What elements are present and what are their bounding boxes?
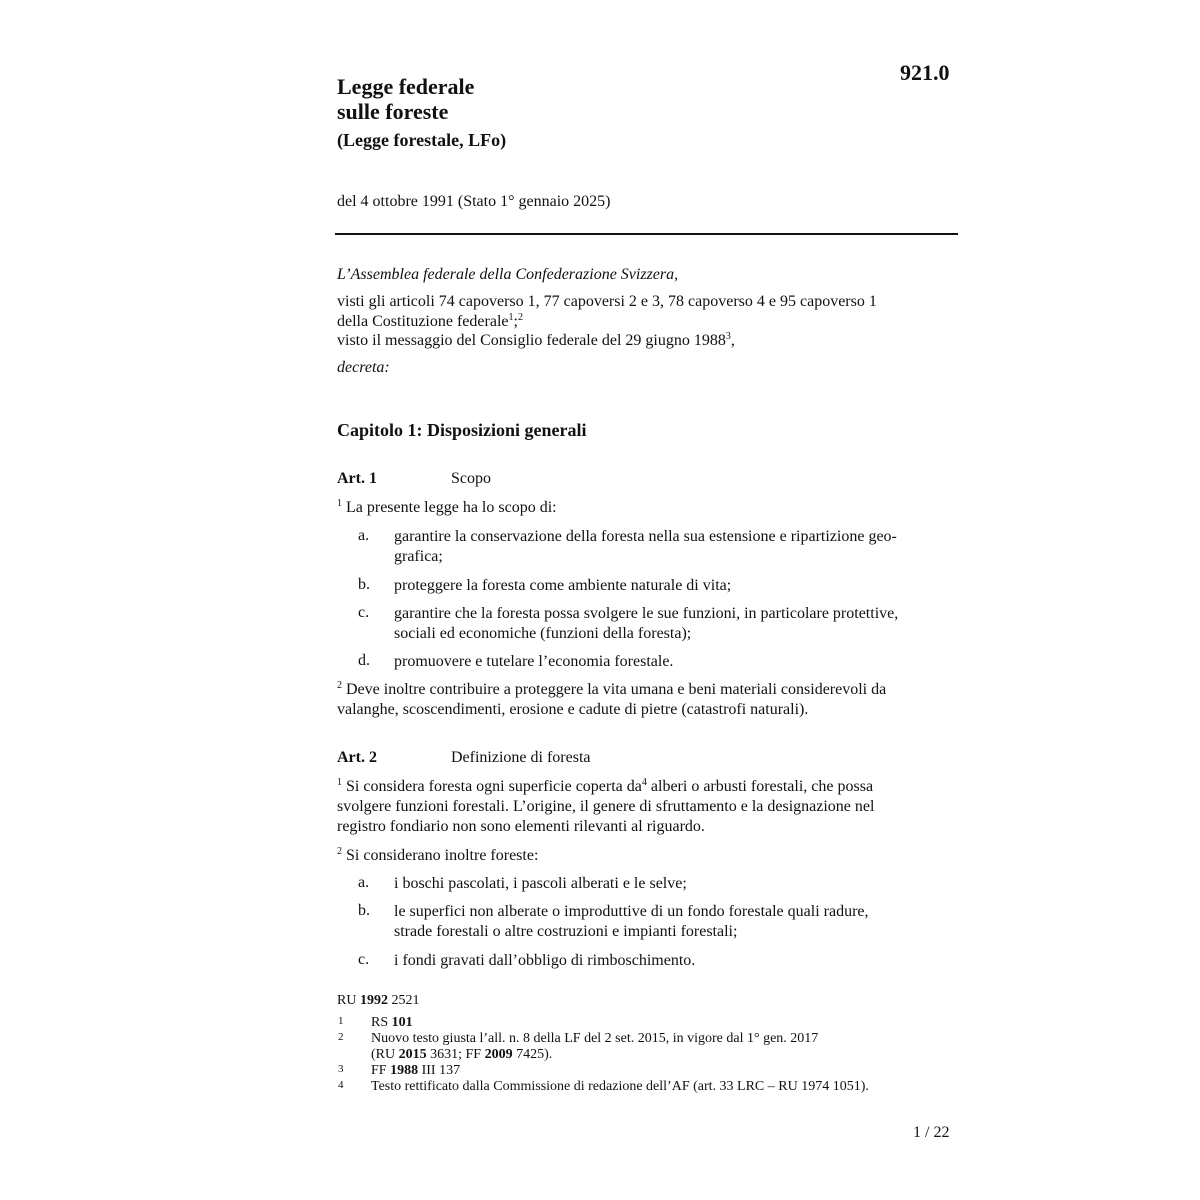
footnote-1: RS 101 — [371, 1015, 413, 1030]
footnote-number: 2 — [338, 1031, 344, 1043]
header-divider — [335, 233, 958, 235]
footnote-ref-4[interactable]: 4 — [641, 777, 647, 788]
footnote-2: Nuovo testo giusta l’all. n. 8 della LF del 2 set. 2015, in vigore dal 1° gen. 2017 (RU 2015 3631; FF 2009 7425). — [371, 1031, 819, 1062]
list-item-letter: c. — [358, 604, 370, 621]
footnote-4: Testo rettificato dalla Commissione di redazione dell’AF (art. 33 LRC – RU 1974 1051). — [371, 1079, 869, 1094]
footnote-ref-2[interactable]: 2 — [517, 312, 523, 323]
article-1-title: Scopo — [451, 470, 491, 487]
list-item-letter: c. — [358, 951, 370, 968]
footnote-number: 3 — [338, 1063, 344, 1075]
ru-reference: RU 1992 2521 — [337, 993, 420, 1008]
footnote-number: 4 — [338, 1079, 344, 1091]
article-2-number: Art. 2 — [337, 749, 377, 766]
list-item: promuovere e tutelare l’economia forestale. — [394, 653, 674, 670]
footnote-ref-1[interactable]: 1 — [508, 312, 514, 323]
article-2-paragraph-2: $^2$ Si considerano inoltre foreste: — [337, 846, 539, 864]
preamble-visto: visto il messaggio del Consiglio federale del 29 giugno 1988$^3$, — [337, 331, 735, 349]
list-item: le superfici non alberate o improduttive di un fondo forestale quali radure, strade forestali o altre costruzioni e impianti forestali; — [394, 903, 869, 940]
article-1-paragraph-1: $^1$ La presente legge ha lo scopo di: — [337, 498, 557, 516]
law-date: del 4 ottobre 1991 (Stato 1° gennaio 2025) — [337, 193, 611, 210]
law-title — [337, 74, 474, 124]
article-2-paragraph-1: $^1$ Si considera foresta ogni superficie coperta $da^4$ alberi o arbusti forestali, che possa svolgere funzioni forestali. L’origine, il genere di sfruttamento e la designazione nel registro fondiario non sono elementi rilevanti al riguardo. — [337, 777, 875, 835]
law-short-title: (Legge forestale, LFo) — [337, 130, 507, 150]
article-2-title: Definizione di foresta — [451, 749, 591, 766]
article-1-number: Art. 1 — [337, 470, 377, 487]
chapter-heading: Capitolo 1: Disposizioni generali — [337, 420, 587, 440]
list-item: garantire che la foresta possa svolgere le sue funzioni, in particolare protettive, sociali ed economiche (funzioni della foresta); — [394, 605, 899, 642]
list-item: proteggere la foresta come ambiente naturale di vita; — [394, 577, 732, 594]
preamble-visti-line1: visti gli articoli 74 capoverso 1, 77 capoversi 2 e 3, 78 capoverso 4 e 95 capoverso 1 — [337, 293, 877, 310]
page-number: 1 / 22 — [913, 1124, 950, 1141]
list-item-letter: b. — [358, 576, 370, 593]
footnote-ref-3[interactable]: 3 — [725, 331, 731, 342]
list-item-letter: a. — [358, 874, 370, 891]
list-item: garantire la conservazione della foresta nella sua estensione e ripartizione geo- grafica; — [394, 528, 897, 565]
list-item: i fondi gravati dall’obbligo di rimboschimento. — [394, 952, 696, 969]
preamble-decreta: decreta: — [337, 359, 390, 376]
preamble-assembly: L’Assemblea federale della Confederazione Svizzera, — [337, 266, 679, 283]
law-title-line2: sulle foreste — [337, 99, 449, 124]
footnote-number: 1 — [338, 1015, 344, 1027]
preamble-visti-line2: della Costituzione federale$^1$;$^2$ — [337, 312, 523, 330]
article-1-paragraph-2: $^2$ Deve inoltre contribuire a proteggere la vita umana e beni materiali considerevoli da valanghe, scoscendimenti, erosione e cadute di pietre (catastrofi naturali). — [337, 680, 887, 718]
list-item-letter: d. — [358, 652, 370, 669]
list-item: i boschi pascolati, i pascoli alberati e le selve; — [394, 875, 687, 892]
list-item-letter: a. — [358, 527, 370, 544]
footnote-3: FF 1988 III 137 — [371, 1063, 461, 1078]
sr-number: 921.0 — [900, 60, 950, 85]
law-title-line1: Legge federale — [337, 74, 475, 99]
list-item-letter: b. — [358, 902, 370, 919]
